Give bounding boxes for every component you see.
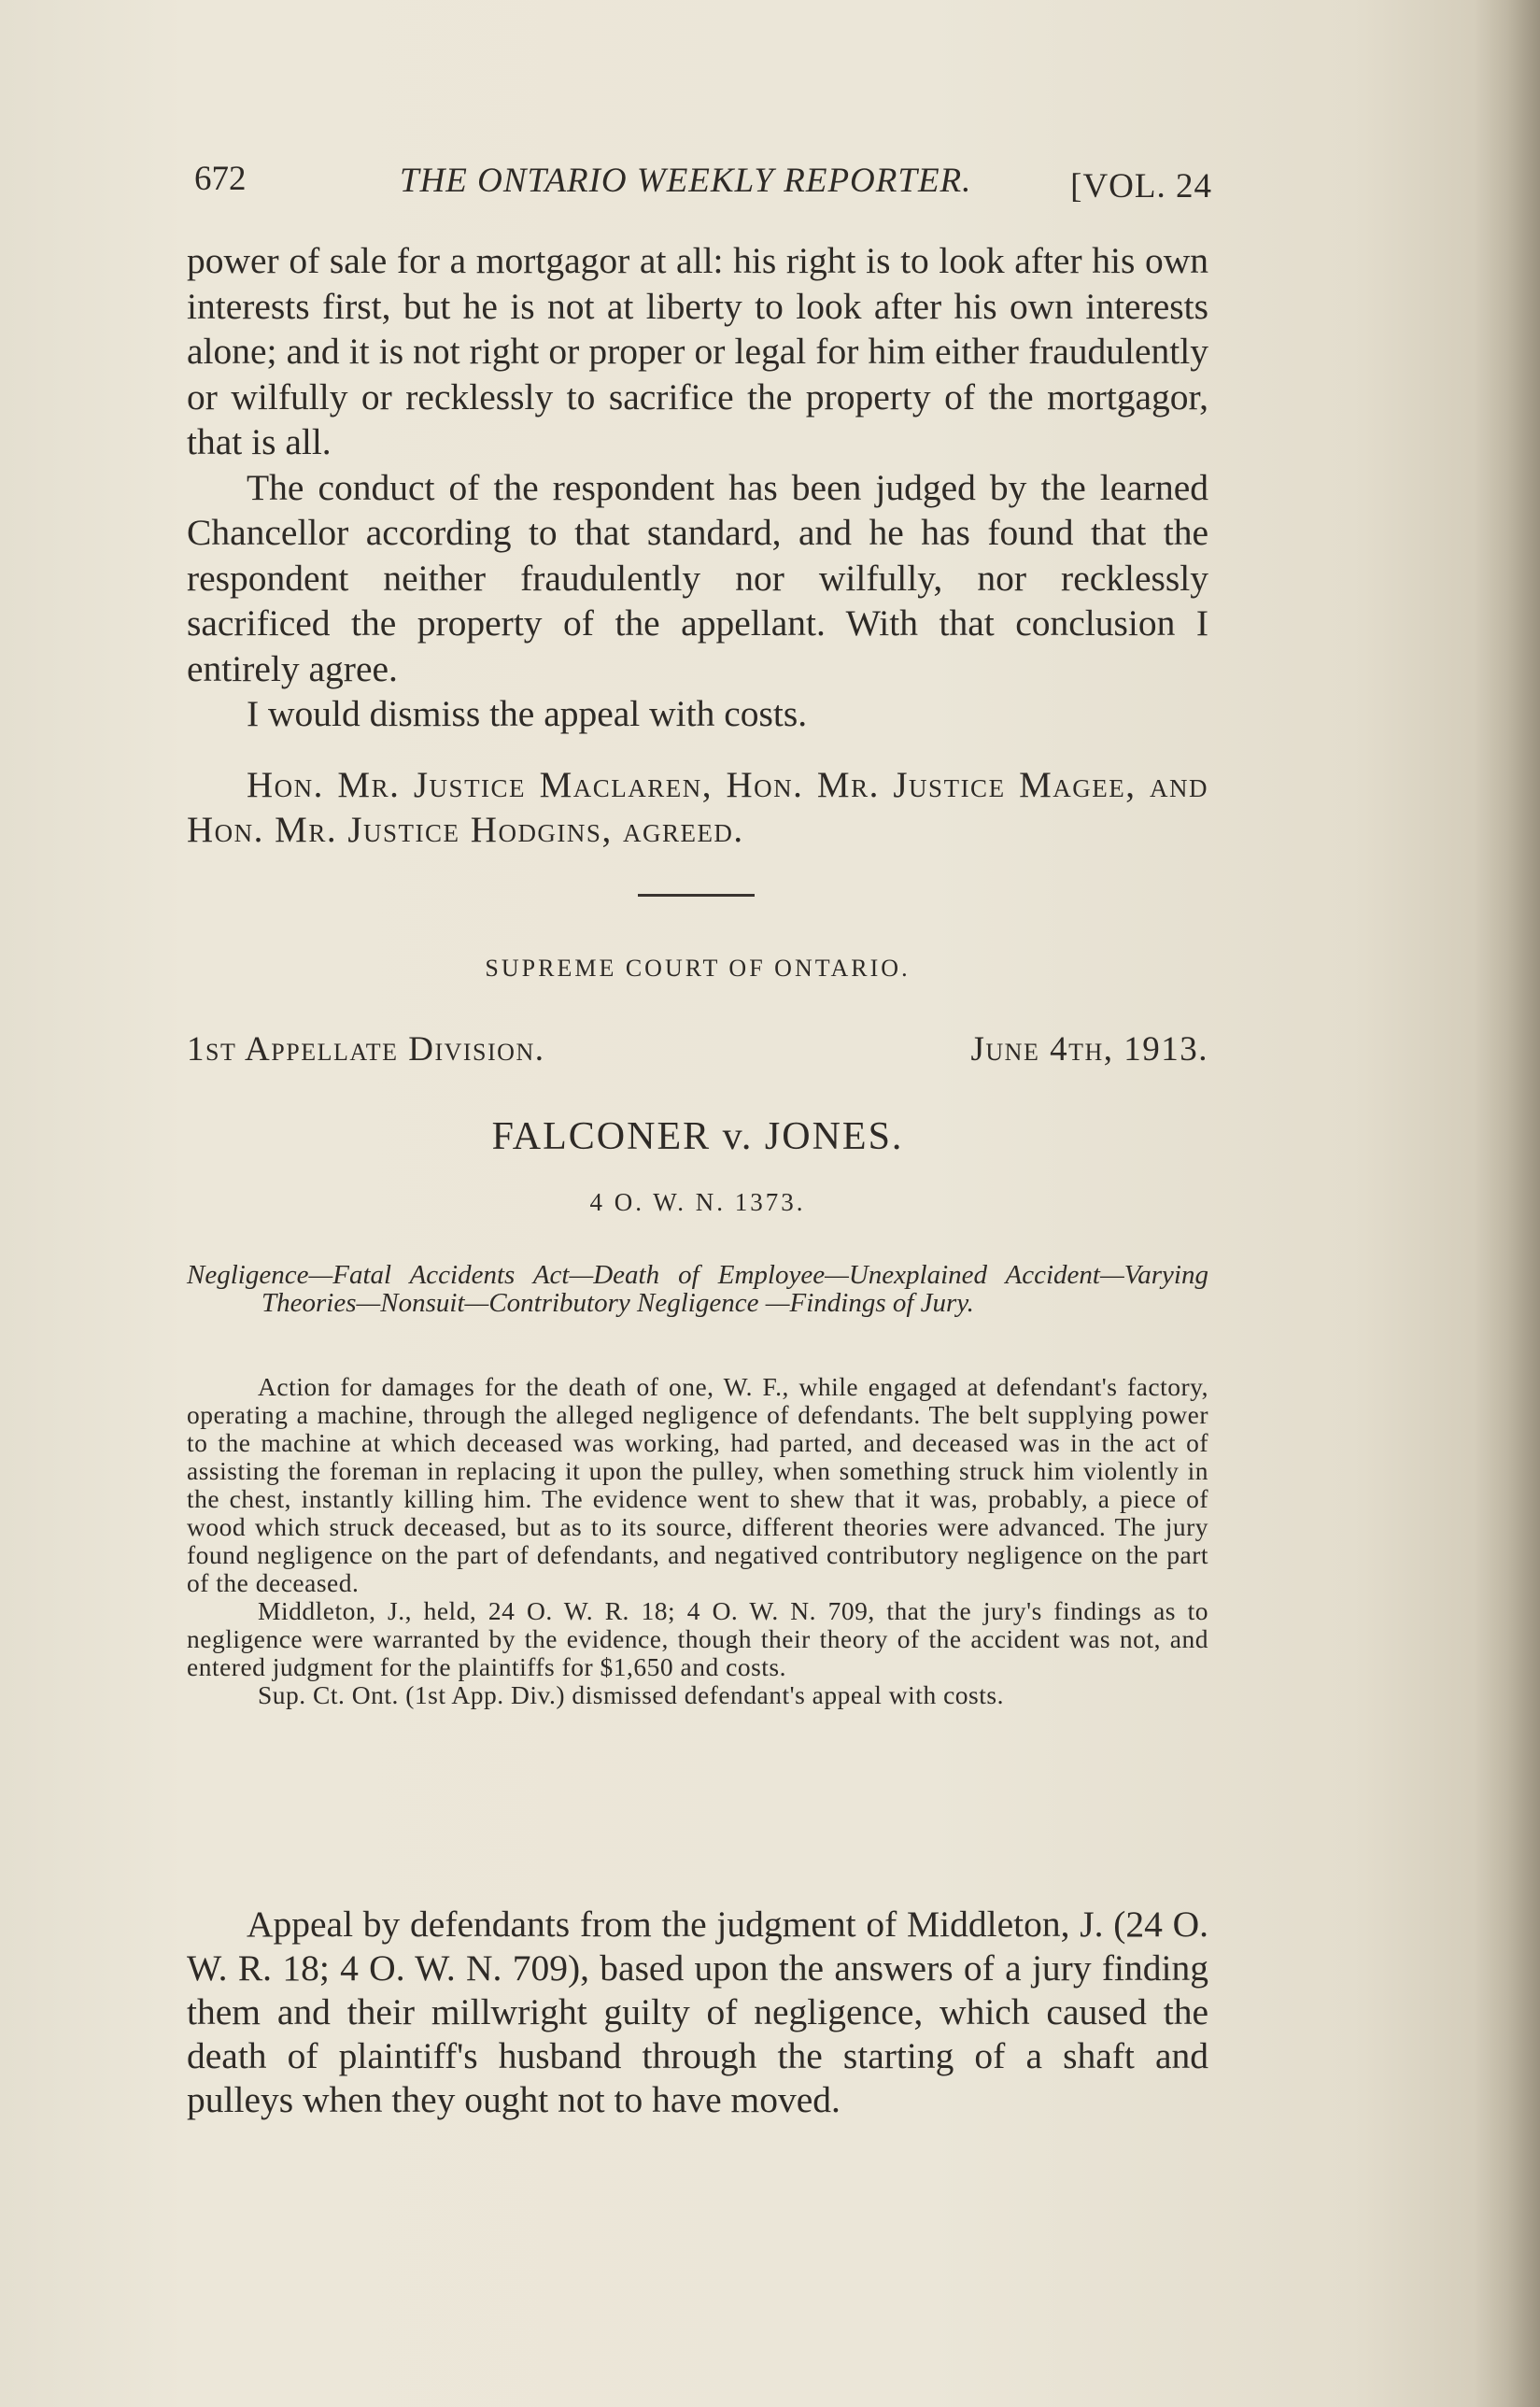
opinion-conclusion: I would dismiss the appeal with costs. [247,693,808,734]
opinion-text [187,238,1208,854]
summary-paragraph: Action for damages for the death of one, W. F., while engaged at defendant's factory, operating a machine, through the alleged negligence of defendants. The belt supplying power to the machine at which deceased was working, had parted, and deceased was in the act of assisting the foreman in replacing it upon the pulley, when something struck him violently in the chest, instantly killing him. The evidence went to shew that it was, probably, a piece of wood which struck deceased, but as to its source, different theories were advanced. The jury found negligence on the part of defendants, and negatived contributory negligence on the part of the deceased. [187,1372,1208,1597]
case-citation: 4 O. W. N. 1373. [589,1188,806,1216]
volume-label: [VOL. 24 [1070,167,1212,205]
page-edge-shadow [1475,0,1540,2407]
decision-date: June 4th, 1913. [970,1030,1208,1069]
summary-holding: Middleton, J., held, 24 O. W. R. 18; 4 O. W. N. 709, that the jury's findings as to negligence were warranted by the evidence, though their theory of the accident was not, and entered judgment for the plaintiffs for $1,650 and costs. [187,1596,1208,1681]
division-name: 1st Appellate Division. [187,1030,545,1069]
opinion-paragraph: power of sale for a mortgagor at all: his right is to look after his own interests first, but he is not at liberty to look after his own interests alone; and it is not right or proper or legal for him either fraudulently or wilfully or recklessly to sacrifice the property of the mortgagor, that is all. [187,240,1208,462]
concurrence-line: Hon. Mr. Justice Maclaren, Hon. Mr. Justice Magee, and Hon. Mr. Justice Hodgins, agreed. [187,764,1208,850]
case-summary [187,1373,1208,1709]
appeal-paragraph: Appeal by defendants from the judgment of Middleton, J. (24 O. W. R. 18; 4 O. W. N. 709), based upon the answers of a jury finding them and their millwright guilty of negligence, which caused the death of plaintiff's husband through the starting of a shaft and pulleys when they ought not to have moved. [187,1904,1208,2120]
page-number: 672 [194,160,247,198]
reporter-title: THE ONTARIO WEEKLY REPORTER. [400,162,972,200]
section-divider [638,894,755,897]
appeal-statement [187,1903,1208,2122]
court-name: SUPREME COURT OF ONTARIO. [485,955,911,982]
running-head [194,159,1212,215]
headnote [187,1261,1208,1317]
summary-disposition: Sup. Ct. Ont. (1st App. Div.) dismissed defendant's appeal with costs. [258,1680,1004,1709]
opinion-paragraph: The conduct of the respondent has been judged by the learned Chancellor according to that standard, and he has found that the respondent neither fraudulently nor wilfully, nor recklessly sacrificed the property of the appellant. With that conclusion I entirely agree. [187,466,1208,689]
division-row [187,1029,1208,1076]
case-title: FALCONER v. JONES. [491,1115,904,1158]
headnote-text: Negligence—Fatal Accidents Act—Death of Employee—Unexplained Accident—Varying Theories—Nonsuit—Contributory Negligence —Findings of Jury. [187,1260,1208,1318]
